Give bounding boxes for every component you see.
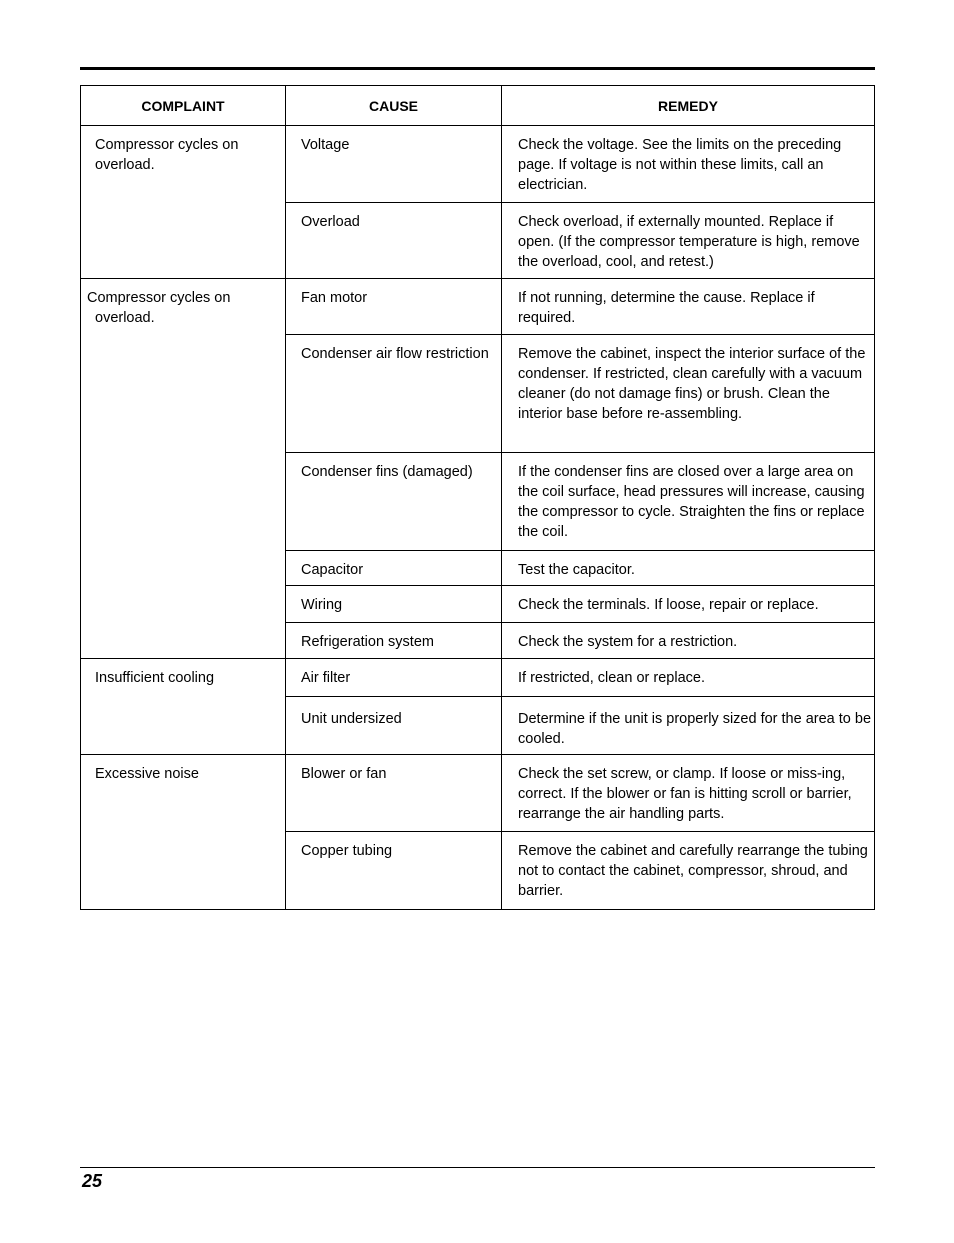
- cause-cell: Copper tubing: [286, 832, 502, 910]
- complaint-cell: Excessive noise: [81, 755, 286, 910]
- cause-cell: Condenser fins (damaged): [286, 453, 502, 551]
- remedy-cell: If not running, determine the cause. Replace if required.: [502, 279, 875, 335]
- remedy-cell: Check the system for a restriction.: [502, 623, 875, 659]
- cause-cell: Refrigeration system: [286, 623, 502, 659]
- cause-cell: Air filter: [286, 659, 502, 697]
- remedy-cell: If restricted, clean or replace.: [502, 659, 875, 697]
- remedy-cell: Check the terminals. If loose, repair or replace.: [502, 586, 875, 623]
- complaint-cell: Insufficient cooling: [81, 659, 286, 755]
- troubleshooting-table: [80, 85, 875, 910]
- cause-cell: Blower or fan: [286, 755, 502, 832]
- remedy-cell: Check overload, if externally mounted. Replace if open. (If the compressor temperature is high, remove the overload, cool, and retest.): [502, 203, 875, 279]
- complaint-cell: [81, 279, 286, 659]
- cause-cell: Capacitor: [286, 551, 502, 586]
- complaint-line: overload.: [95, 310, 155, 326]
- remedy-cell: Check the voltage. See the limits on the preceding page. If voltage is not within these limits, call an electrician.: [502, 126, 875, 203]
- cause-cell: Voltage: [286, 126, 502, 203]
- complaint-header: COMPLAINT: [81, 86, 286, 126]
- remedy-cell: Determine if the unit is properly sized for the area to be cooled.: [502, 697, 875, 755]
- remedy-cell: If the condenser fins are closed over a large area on the coil surface, head pressures will increase, causing the compressor to cycle. Straighten the fins or replace the coil.: [502, 453, 875, 551]
- remedy-cell: Check the set screw, or clamp. If loose or miss-ing, correct. If the blower or fan is hitting scroll or barrier, rearrange the air handling parts.: [502, 755, 875, 832]
- remedy-cell: Remove the cabinet and carefully rearrange the tubing not to contact the cabinet, compressor, shroud, and barrier.: [502, 832, 875, 910]
- remedy-cell: Test the capacitor.: [502, 551, 875, 586]
- table-row: [81, 659, 875, 697]
- header-rule: [80, 67, 875, 70]
- table-row: [81, 279, 875, 335]
- cause-header: CAUSE: [286, 86, 502, 126]
- complaint-cell: Compressor cycles on overload.: [81, 126, 286, 279]
- cause-cell: Wiring: [286, 586, 502, 623]
- cause-cell: Fan motor: [286, 279, 502, 335]
- page-number: 25: [82, 1171, 103, 1191]
- remedy-cell: Remove the cabinet, inspect the interior surface of the condenser. If restricted, clean carefully with a vacuum cleaner (do not damage fins) or brush. Clean the interior base before re-assembling.: [502, 335, 875, 453]
- complaint-line: Compressor cycles on: [87, 290, 231, 306]
- table-row: [81, 126, 875, 203]
- remedy-header: REMEDY: [502, 86, 875, 126]
- table-header-row: [81, 86, 875, 126]
- table-row: [81, 755, 875, 832]
- cause-cell: Overload: [286, 203, 502, 279]
- footer-rule: [80, 1167, 875, 1168]
- cause-cell: Condenser air flow restriction: [286, 335, 502, 453]
- cause-cell: Unit undersized: [286, 697, 502, 755]
